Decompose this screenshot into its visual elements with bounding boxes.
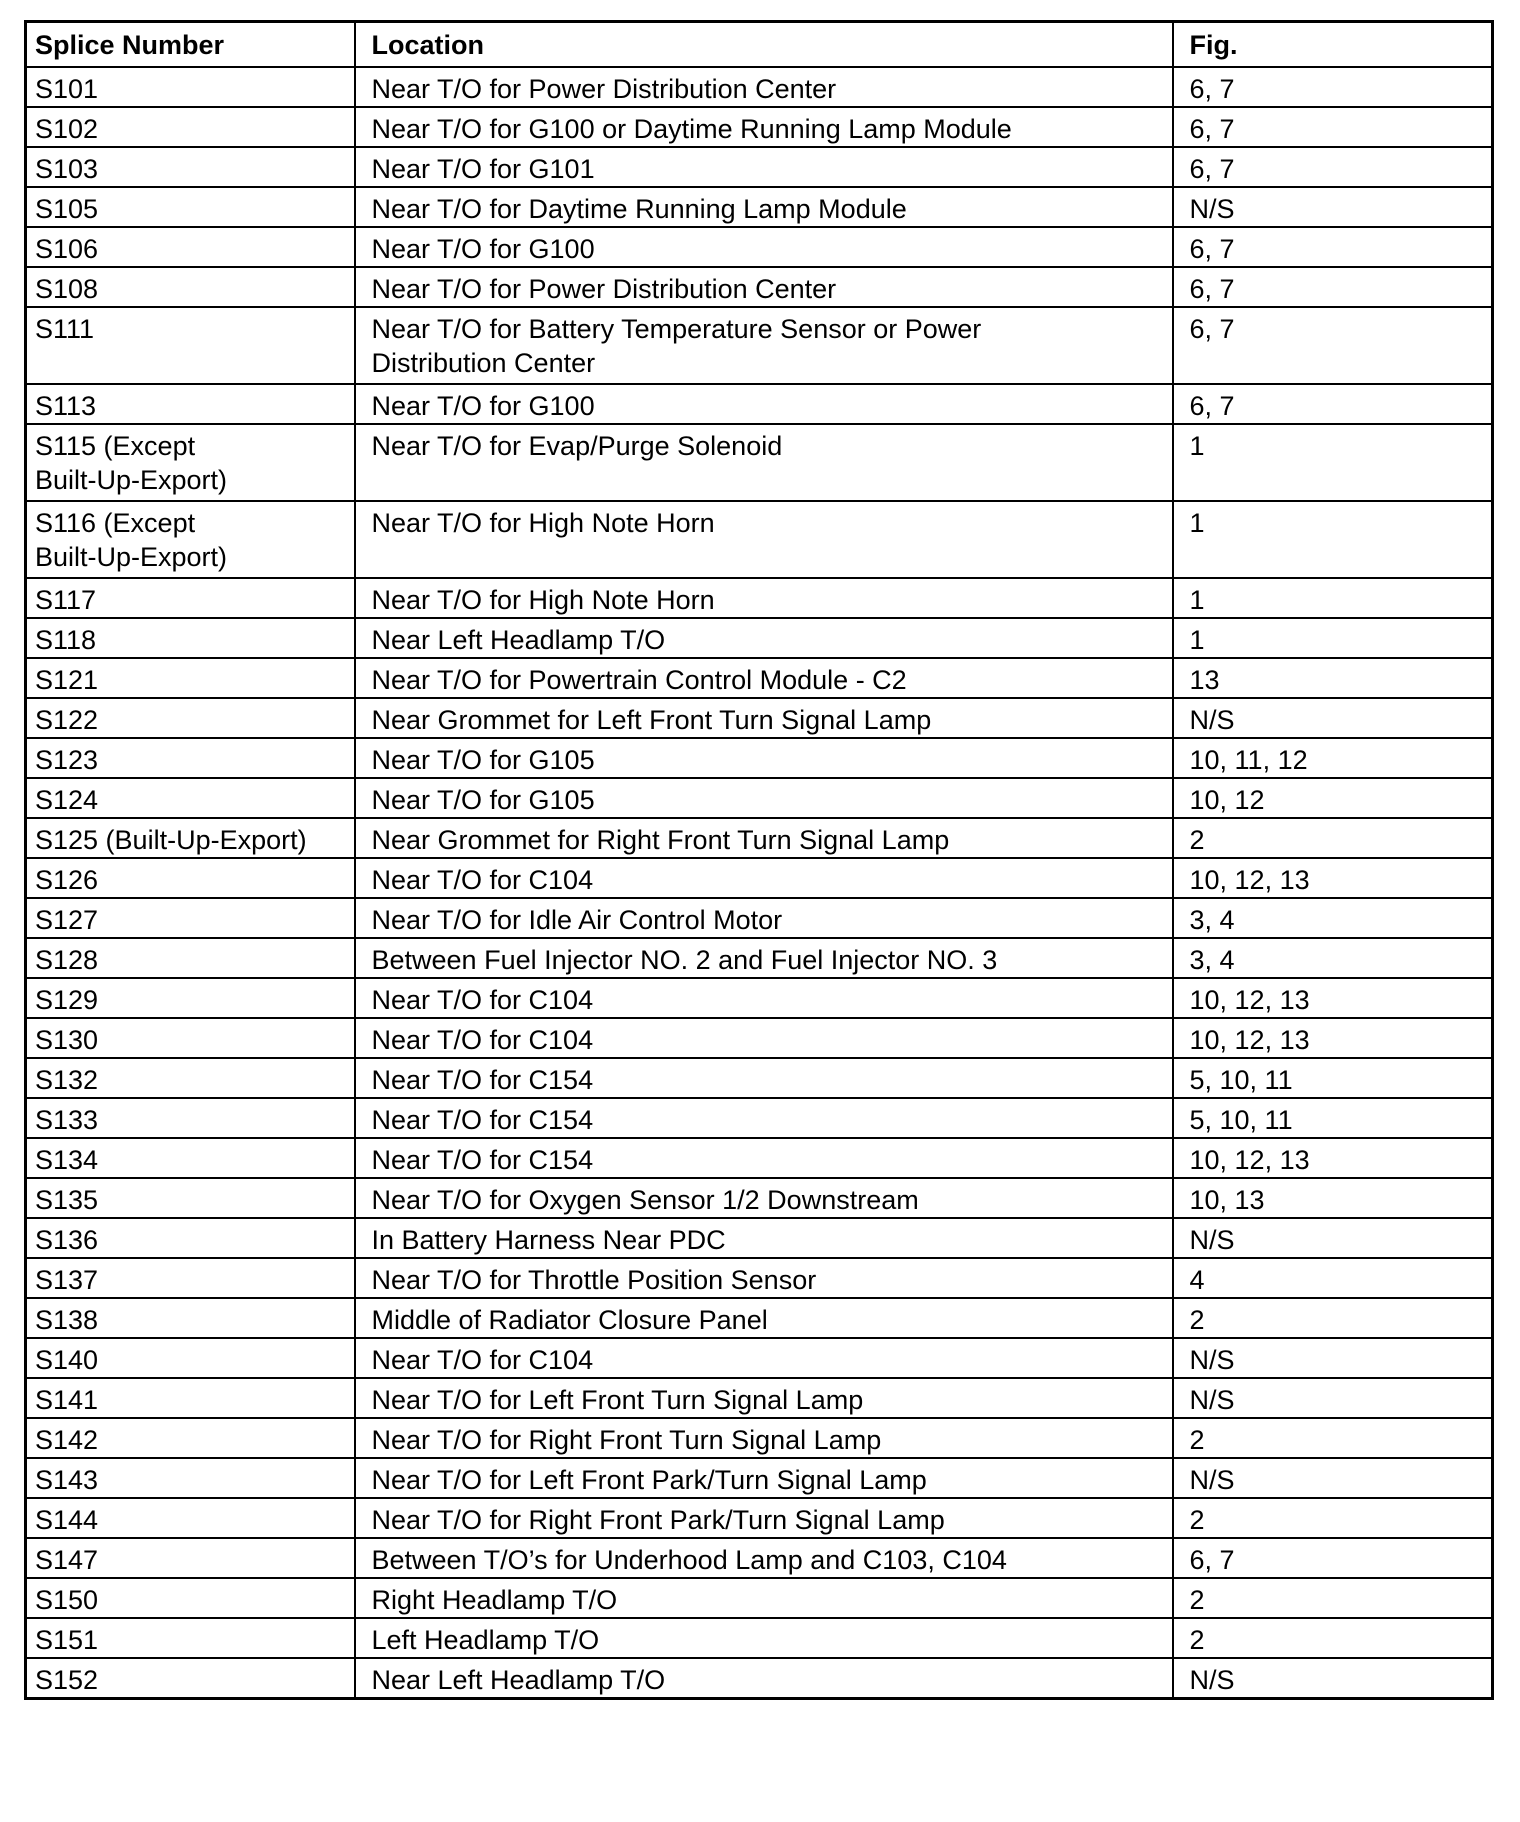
- table-row: [26, 1178, 1493, 1218]
- cell-fig: N/S: [1173, 1458, 1493, 1498]
- cell-location: Between Fuel Injector NO. 2 and Fuel Injector NO. 3: [355, 938, 1173, 978]
- cell-fig: N/S: [1173, 187, 1493, 227]
- cell-location: Near T/O for Oxygen Sensor 1/2 Downstream: [355, 1178, 1173, 1218]
- cell-splice-number: S138: [26, 1298, 355, 1338]
- cell-location: In Battery Harness Near PDC: [355, 1218, 1173, 1258]
- table-row: [26, 1658, 1493, 1699]
- cell-fig: 1: [1173, 578, 1493, 618]
- cell-location: Near T/O for G100 or Daytime Running Lamp Module: [355, 107, 1173, 147]
- cell-location: Middle of Radiator Closure Panel: [355, 1298, 1173, 1338]
- table-row: [26, 384, 1493, 424]
- table-row: [26, 107, 1493, 147]
- cell-splice-number: S147: [26, 1538, 355, 1578]
- table-row: [26, 658, 1493, 698]
- table-row: [26, 1418, 1493, 1458]
- cell-fig: 10, 12, 13: [1173, 858, 1493, 898]
- cell-splice-number: S144: [26, 1498, 355, 1538]
- cell-location: Near Left Headlamp T/O: [355, 618, 1173, 658]
- table-row: [26, 1498, 1493, 1538]
- table-row: [26, 147, 1493, 187]
- table-row: [26, 1018, 1493, 1058]
- table-row: [26, 738, 1493, 778]
- cell-splice-number: S122: [26, 698, 355, 738]
- table-body: [26, 67, 1493, 1699]
- cell-splice-number: S117: [26, 578, 355, 618]
- cell-splice-number: S123: [26, 738, 355, 778]
- cell-location: Near T/O for Idle Air Control Motor: [355, 898, 1173, 938]
- cell-splice-number: S141: [26, 1378, 355, 1418]
- cell-fig: 6, 7: [1173, 227, 1493, 267]
- cell-fig: 10, 11, 12: [1173, 738, 1493, 778]
- cell-splice-number: S121: [26, 658, 355, 698]
- cell-fig: 1: [1173, 424, 1493, 501]
- cell-fig: 10, 12, 13: [1173, 1138, 1493, 1178]
- cell-splice-number: S127: [26, 898, 355, 938]
- cell-fig: 5, 10, 11: [1173, 1058, 1493, 1098]
- cell-fig: 3, 4: [1173, 898, 1493, 938]
- cell-location: Near T/O for G105: [355, 738, 1173, 778]
- table-row: [26, 1378, 1493, 1418]
- cell-fig: 4: [1173, 1258, 1493, 1298]
- cell-fig: N/S: [1173, 1658, 1493, 1699]
- cell-splice-number: S143: [26, 1458, 355, 1498]
- cell-fig: 2: [1173, 1498, 1493, 1538]
- cell-location: Near T/O for G105: [355, 778, 1173, 818]
- cell-splice-number: S124: [26, 778, 355, 818]
- table-row: [26, 978, 1493, 1018]
- table-row: [26, 1218, 1493, 1258]
- cell-location: Near T/O for Power Distribution Center: [355, 267, 1173, 307]
- table-row: [26, 698, 1493, 738]
- cell-fig: 2: [1173, 1578, 1493, 1618]
- header-splice-number: Splice Number: [26, 22, 355, 67]
- table-row: [26, 1578, 1493, 1618]
- cell-location: Near T/O for Right Front Turn Signal Lamp: [355, 1418, 1173, 1458]
- table-row: [26, 1338, 1493, 1378]
- table-row: [26, 227, 1493, 267]
- cell-splice-number: S102: [26, 107, 355, 147]
- splice-table: [24, 20, 1494, 1700]
- cell-splice-number: S108: [26, 267, 355, 307]
- cell-location: Near Left Headlamp T/O: [355, 1658, 1173, 1699]
- cell-fig: N/S: [1173, 698, 1493, 738]
- cell-fig: 2: [1173, 818, 1493, 858]
- cell-fig: 3, 4: [1173, 938, 1493, 978]
- header-fig: Fig.: [1173, 22, 1493, 67]
- cell-fig: 6, 7: [1173, 384, 1493, 424]
- header-location: Location: [355, 22, 1173, 67]
- cell-splice-number: S140: [26, 1338, 355, 1378]
- table-row: [26, 424, 1493, 501]
- cell-splice-number: S115 (Except Built-Up-Export): [26, 424, 355, 501]
- cell-fig: 10, 12, 13: [1173, 978, 1493, 1018]
- cell-location: Near T/O for Left Front Park/Turn Signal Lamp: [355, 1458, 1173, 1498]
- table-row: [26, 1258, 1493, 1298]
- cell-location: Near T/O for Power Distribution Center: [355, 67, 1173, 107]
- cell-location: Near T/O for Battery Temperature Sensor or Power Distribution Center: [355, 307, 1173, 384]
- cell-location: Near T/O for C104: [355, 858, 1173, 898]
- table-row: [26, 1458, 1493, 1498]
- cell-splice-number: S130: [26, 1018, 355, 1058]
- table-row: [26, 898, 1493, 938]
- cell-splice-number: S152: [26, 1658, 355, 1699]
- cell-splice-number: S113: [26, 384, 355, 424]
- cell-fig: 1: [1173, 618, 1493, 658]
- table-row: [26, 67, 1493, 107]
- cell-location: Near T/O for G101: [355, 147, 1173, 187]
- cell-splice-number: S116 (Except Built-Up-Export): [26, 501, 355, 578]
- cell-fig: 10, 13: [1173, 1178, 1493, 1218]
- cell-splice-number: S128: [26, 938, 355, 978]
- cell-location: Near T/O for C104: [355, 1338, 1173, 1378]
- cell-fig: 1: [1173, 501, 1493, 578]
- cell-fig: 2: [1173, 1418, 1493, 1458]
- table-row: [26, 1138, 1493, 1178]
- table-row: [26, 1538, 1493, 1578]
- cell-fig: N/S: [1173, 1218, 1493, 1258]
- table-row: [26, 818, 1493, 858]
- cell-location: Near T/O for C104: [355, 978, 1173, 1018]
- cell-location: Near T/O for G100: [355, 384, 1173, 424]
- cell-splice-number: S125 (Built-Up-Export): [26, 818, 355, 858]
- table-row: [26, 778, 1493, 818]
- cell-location: Near T/O for C154: [355, 1098, 1173, 1138]
- cell-location: Near T/O for Powertrain Control Module - C2: [355, 658, 1173, 698]
- cell-fig: 6, 7: [1173, 267, 1493, 307]
- cell-splice-number: S134: [26, 1138, 355, 1178]
- cell-splice-number: S135: [26, 1178, 355, 1218]
- cell-location: Near T/O for High Note Horn: [355, 578, 1173, 618]
- table-row: [26, 501, 1493, 578]
- cell-location: Near T/O for Right Front Park/Turn Signal Lamp: [355, 1498, 1173, 1538]
- cell-fig: 2: [1173, 1298, 1493, 1338]
- cell-location: Near T/O for Evap/Purge Solenoid: [355, 424, 1173, 501]
- cell-fig: 6, 7: [1173, 67, 1493, 107]
- cell-location: Left Headlamp T/O: [355, 1618, 1173, 1658]
- cell-fig: 10, 12: [1173, 778, 1493, 818]
- cell-location: Near T/O for G100: [355, 227, 1173, 267]
- cell-splice-number: S133: [26, 1098, 355, 1138]
- table-row: [26, 1618, 1493, 1658]
- cell-splice-number: S105: [26, 187, 355, 227]
- cell-location: Near T/O for Left Front Turn Signal Lamp: [355, 1378, 1173, 1418]
- header-row: [26, 22, 1493, 67]
- table-row: [26, 938, 1493, 978]
- cell-splice-number: S118: [26, 618, 355, 658]
- cell-splice-number: S142: [26, 1418, 355, 1458]
- cell-splice-number: S132: [26, 1058, 355, 1098]
- cell-fig: 6, 7: [1173, 107, 1493, 147]
- cell-splice-number: S111: [26, 307, 355, 384]
- cell-location: Near T/O for High Note Horn: [355, 501, 1173, 578]
- table-row: [26, 1098, 1493, 1138]
- cell-splice-number: S129: [26, 978, 355, 1018]
- cell-fig: N/S: [1173, 1378, 1493, 1418]
- cell-splice-number: S150: [26, 1578, 355, 1618]
- cell-fig: 10, 12, 13: [1173, 1018, 1493, 1058]
- cell-location: Near T/O for Daytime Running Lamp Module: [355, 187, 1173, 227]
- table-row: [26, 578, 1493, 618]
- cell-location: Near Grommet for Right Front Turn Signal Lamp: [355, 818, 1173, 858]
- cell-location: Right Headlamp T/O: [355, 1578, 1173, 1618]
- table-row: [26, 618, 1493, 658]
- cell-splice-number: S103: [26, 147, 355, 187]
- table-row: [26, 858, 1493, 898]
- cell-splice-number: S151: [26, 1618, 355, 1658]
- cell-fig: 13: [1173, 658, 1493, 698]
- cell-fig: 6, 7: [1173, 307, 1493, 384]
- cell-location: Near T/O for Throttle Position Sensor: [355, 1258, 1173, 1298]
- cell-fig: 6, 7: [1173, 147, 1493, 187]
- table-row: [26, 307, 1493, 384]
- cell-splice-number: S137: [26, 1258, 355, 1298]
- cell-location: Near Grommet for Left Front Turn Signal Lamp: [355, 698, 1173, 738]
- cell-fig: 6, 7: [1173, 1538, 1493, 1578]
- table-row: [26, 1298, 1493, 1338]
- cell-splice-number: S101: [26, 67, 355, 107]
- table-row: [26, 1058, 1493, 1098]
- cell-splice-number: S126: [26, 858, 355, 898]
- cell-location: Near T/O for C154: [355, 1138, 1173, 1178]
- cell-location: Between T/O’s for Underhood Lamp and C103, C104: [355, 1538, 1173, 1578]
- cell-location: Near T/O for C154: [355, 1058, 1173, 1098]
- cell-fig: N/S: [1173, 1338, 1493, 1378]
- cell-fig: 2: [1173, 1618, 1493, 1658]
- cell-splice-number: S106: [26, 227, 355, 267]
- cell-fig: 5, 10, 11: [1173, 1098, 1493, 1138]
- table-row: [26, 187, 1493, 227]
- table-row: [26, 267, 1493, 307]
- cell-splice-number: S136: [26, 1218, 355, 1258]
- cell-location: Near T/O for C104: [355, 1018, 1173, 1058]
